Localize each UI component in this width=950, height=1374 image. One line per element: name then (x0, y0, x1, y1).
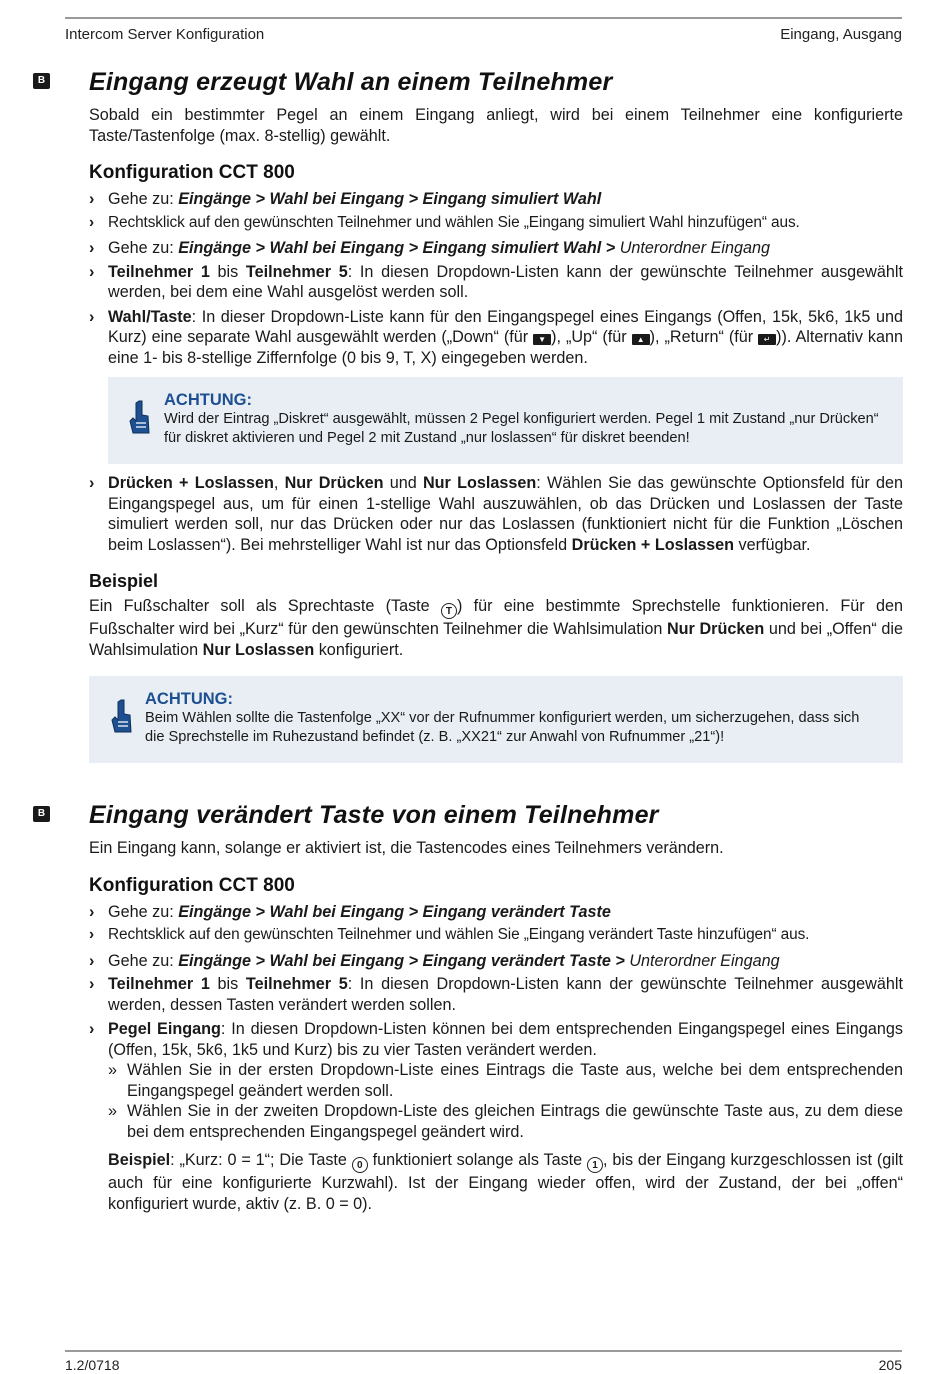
list-text: Rechtsklick auf den gewünschten Teilnehmer und wählen Sie „Eingang simuliert Wahl hinzufügen“ aus. (108, 213, 800, 231)
warning-title: ACHTUNG: (145, 690, 233, 708)
section-1 (89, 68, 903, 763)
list-text: Rechtsklick auf den gewünschten Teilnehmer und wählen Sie „Eingang verändert Taste hinzufügen“ aus. (108, 926, 810, 943)
list-item (89, 1019, 903, 1060)
sub-list-item (89, 1101, 903, 1142)
menu-path-sub: Unterordner Eingang (629, 951, 780, 970)
header-section: Eingang, Ausgang (780, 26, 902, 43)
list-item (89, 307, 903, 369)
sub-bullet-icon: » (108, 1061, 118, 1079)
warning-title: ACHTUNG: (164, 391, 252, 409)
bullet-icon: › (89, 902, 95, 921)
sub-bullet-icon: » (108, 1102, 118, 1120)
section-2 (89, 801, 903, 1214)
section-marker: B (33, 73, 50, 89)
field-name: Teilnehmer 5 (245, 975, 348, 993)
bullet-icon: › (89, 951, 95, 970)
up-key-icon: ▲ (632, 334, 650, 345)
bullet-icon: › (89, 1020, 95, 1038)
menu-path-sub: Unterordner Eingang (619, 239, 770, 257)
field-name: Teilnehmer 5 (245, 262, 348, 281)
field-name: Nur Loslassen (422, 474, 537, 492)
list-item (89, 262, 903, 303)
field-name: Pegel Eingang (108, 1020, 221, 1038)
bullet-icon: › (89, 262, 95, 281)
list-text: , (273, 474, 285, 492)
list-text: verfügbar. (734, 535, 811, 554)
example-heading: Beispiel (89, 571, 159, 591)
bullet-icon: › (89, 190, 95, 208)
list-text: ), „Return“ (für (649, 328, 759, 346)
config-heading: Konfiguration CCT 800 (89, 162, 295, 183)
example-part: funktioniert solange als Taste (367, 1151, 588, 1169)
list-text: : In dieser Dropdown-Liste kann für den Eingangspegel eines Eingangs (Offen, 15k, 5k6, 1k5 und Kurz) eine separate Wahl ausgewählt werden („Down“ (für (108, 307, 903, 346)
bullet-icon: › (89, 926, 95, 943)
one-key-icon: 1 (587, 1157, 603, 1173)
example-part: : „Kurz: 0 = 1“; Die Taste (170, 1151, 352, 1169)
list-text: : In diesen Dropdown-Listen kann der gewünschte Teilnehmer ausgewählt werden, bei dem eine Wahl ausgelöst werden soll. (108, 262, 903, 301)
bullet-icon: › (89, 213, 95, 231)
warning-box (89, 676, 903, 763)
section-2-intro: Ein Eingang kann, solange er aktiviert ist, die Tastencodes eines Teilnehmers verändern. (89, 839, 724, 857)
list-item (89, 902, 903, 923)
bullet-icon: › (89, 239, 95, 257)
bullet-icon: › (89, 474, 95, 492)
footer-version: 1.2/0718 (65, 1357, 120, 1373)
pointing-hand-icon (108, 698, 134, 736)
warning-text: Beim Wählen sollte die Tastenfolge „XX“ vor der Rufnummer konfiguriert werden, um sicherzugehen, dass sich die Sprechstelle im Ruhezustand befindet (z. B. „XX21“ zur Anwahl von Rufnummer „21“)! (145, 710, 860, 745)
example-label: Beispiel (108, 1151, 171, 1169)
list-item (89, 238, 903, 259)
field-name: Teilnehmer 1 (108, 975, 210, 993)
menu-path: Eingänge > Wahl bei Eingang > Eingang verändert Taste > (178, 951, 630, 970)
list-item (89, 189, 903, 210)
example-part: Nur Loslassen (202, 640, 315, 659)
page-number: 205 (878, 1357, 902, 1373)
list-item (89, 213, 903, 234)
example-part: Nur Drücken (666, 620, 765, 638)
bullet-icon: › (89, 975, 95, 993)
warning-text: Wird der Eintrag „Diskret“ ausgewählt, müssen 2 Pegel konfiguriert werden. Pegel 1 mit Zustand „nur Drücken“ für diskret aktivieren und Pegel 2 mit Zustand „nur loslassen“ für diskret beenden! (164, 411, 879, 446)
example-part: konfiguriert. (314, 640, 404, 659)
menu-path: Eingänge > Wahl bei Eingang > Eingang simuliert Wahl (178, 190, 602, 208)
list-text: bis (209, 975, 246, 993)
section-2-title: Eingang verändert Taste von einem Teilnehmer (89, 801, 659, 829)
section-1-title: Eingang erzeugt Wahl an einem Teilnehmer (89, 68, 613, 96)
talk-key-icon: T (441, 603, 457, 619)
field-name: Drücken + Loslassen (108, 474, 274, 492)
field-name: Teilnehmer 1 (108, 262, 210, 281)
warning-box (108, 377, 903, 464)
example-part: , bis der Eingang kurzgeschlossen ist (gilt auch für eine konfigurierte Kurzwahl). Ist der Eingang wieder offen, wird der Zustand, der bei „offen“ konfiguriert wurde, aktiv (z. B. 0 = 0). (108, 1151, 903, 1213)
menu-path: Eingänge > Wahl bei Eingang > Eingang verändert Taste (178, 902, 611, 921)
list-item (89, 951, 903, 972)
bullet-icon: › (89, 307, 95, 326)
list-item (89, 925, 903, 946)
list-text: Gehe zu: (108, 239, 179, 257)
page-footer (65, 1350, 902, 1374)
example-part: ) für eine bestimmte Sprechstelle funktionieren. Für den Fußschalter wird bei „Kurz“ für den gewünschten Teilnehmer die Wahlsimulation (89, 597, 903, 638)
list-text: bis (209, 262, 246, 281)
list-text: Wählen Sie in der ersten Dropdown-Liste eines Eintrags die Taste aus, welche bei dem entsprechenden Eingangspegel geändert werden soll. (127, 1061, 903, 1100)
list-item (89, 974, 903, 1015)
example-part: Ein Fußschalter soll als Sprechtaste (Taste (89, 597, 441, 615)
example-text (89, 596, 903, 660)
field-name: Wahl/Taste (108, 307, 192, 326)
list-text: )). Alternativ kann eine 1- bis 8-stellige Ziffernfolge (0 bis 9, T, X) eingegeben werden. (108, 328, 903, 367)
example-text (108, 1150, 903, 1214)
list-text: ), „Up“ (für (551, 328, 632, 346)
list-text: Gehe zu: (108, 951, 179, 970)
list-text: und (383, 474, 423, 492)
list-text: Gehe zu: (108, 190, 179, 208)
zero-key-icon: 0 (352, 1157, 368, 1173)
list-text: : Wählen Sie das gewünschte Optionsfeld für den Eingangspegel aus, um für einen 1-stellige Wahl auszuwählen, ob das Drücken und Loslassen der Taste simuliert werden soll, nur das Drücken oder nur das Loslassen (funktioniert nicht für die Funktion „Löschen beim Loslassen“). Bei mehrstelliger Wahl ist nur das Optionsfeld (108, 474, 903, 554)
field-name: Drücken + Loslassen (571, 535, 735, 554)
down-key-icon: ▼ (533, 334, 551, 345)
page-header (65, 17, 902, 47)
example-part: und bei „Offen“ die Wahlsimulation (89, 620, 904, 659)
pointing-hand-icon (126, 399, 152, 437)
menu-path: Eingänge > Wahl bei Eingang > Eingang simuliert Wahl > (178, 239, 620, 257)
list-text: : In diesen Dropdown-Listen können bei dem entsprechenden Eingangspegel eines Eingangs (Offen, 15k, 5k6, 1k5 und Kurz) bis zu vier Tasten verändert werden. (108, 1020, 903, 1059)
sub-list-item (89, 1060, 903, 1101)
list-text: Wählen Sie in der zweiten Dropdown-Liste des gleichen Eintrags die gewünschte Taste aus, zu dem diese bei dem entsprechenden Eingangspegel geändert wird. (127, 1102, 903, 1141)
return-key-icon: ↵ (758, 334, 776, 345)
section-marker: B (33, 806, 50, 822)
list-text: : In diesen Dropdown-Listen kann der gewünschte Teilnehmer ausgewählt werden, dessen Tasten verändert werden sollen. (108, 975, 903, 1014)
list-text: Gehe zu: (108, 902, 179, 921)
field-name: Nur Drücken (284, 474, 384, 492)
section-1-intro: Sobald ein bestimmter Pegel an einem Eingang anliegt, wird bei einem Teilnehmer eine konfigurierte Taste/Tastenfolge (max. 8-stellig) gewählt. (89, 106, 903, 145)
list-item (89, 473, 903, 555)
header-title: Intercom Server Konfiguration (65, 26, 265, 43)
config-heading: Konfiguration CCT 800 (89, 874, 295, 896)
